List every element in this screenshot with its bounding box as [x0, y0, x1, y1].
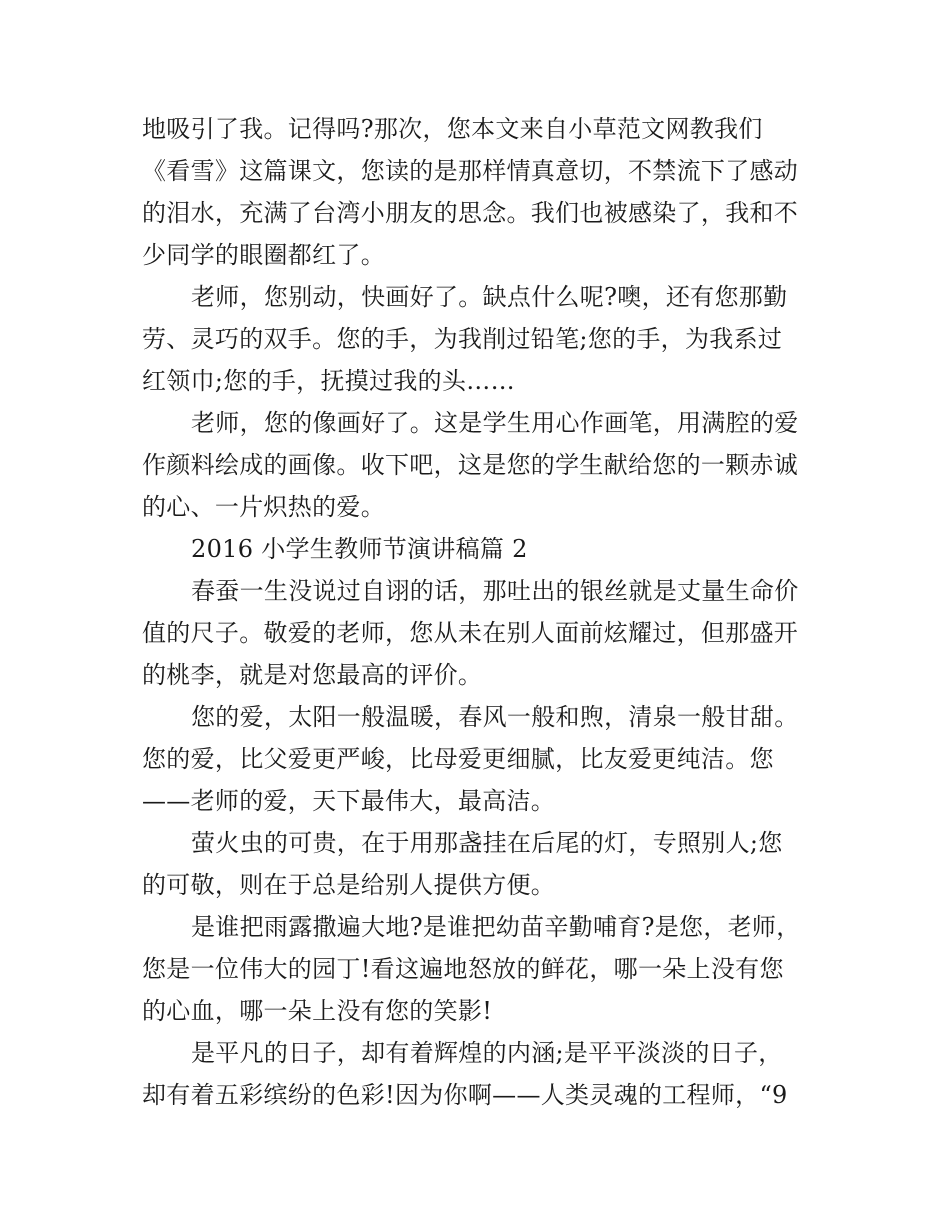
text-line: 的心、一片炽热的爱。: [142, 493, 385, 521]
text-line: 春蚕一生没说过自诩的话，那吐出的银丝就是丈量生命价: [191, 577, 799, 605]
paragraph: [142, 1032, 822, 1116]
text-line: 作颜料绘成的画像。收下吧，这是您的学生献给您的一颗赤诚: [142, 451, 799, 479]
paragraph: [142, 696, 822, 822]
text-line: 的桃李，就是对您最高的评价。: [142, 661, 483, 689]
text-line: ——老师的爱，天下最伟大，最高洁。: [142, 787, 556, 815]
text-line: 的泪水，充满了台湾小朋友的思念。我们也被感染了，我和不: [142, 199, 799, 227]
text-line: 值的尺子。敬爱的老师，您从未在别人面前炫耀过，但那盛开: [142, 619, 799, 647]
paragraph: [142, 906, 822, 1032]
text-line: 2016 小学生教师节演讲稿篇 2: [191, 535, 528, 563]
paragraph: [142, 276, 822, 402]
text-line: 老师，您别动，快画好了。缺点什么呢?噢，还有您那勤: [191, 283, 788, 311]
text-line: 却有着五彩缤纷的色彩!因为你啊——人类灵魂的工程师，“9: [142, 1081, 788, 1109]
paragraph: [142, 108, 822, 276]
text-line: 萤火虫的可贵，在于用那盏挂在后尾的灯，专照别人;您: [191, 829, 783, 857]
text-line: 您是一位伟大的园丁!看这遍地怒放的鲜花，哪一朵上没有您: [142, 955, 784, 983]
text-line: 的心血，哪一朵上没有您的笑影!: [142, 997, 493, 1025]
text-line: 地吸引了我。记得吗?那次，您本文来自小草范文网教我们: [142, 115, 763, 143]
paragraph: [142, 528, 822, 570]
paragraph: [142, 570, 822, 696]
text-line: 是谁把雨露撒遍大地?是谁把幼苗辛勤哺育?是您，老师，: [191, 913, 801, 941]
text-line: 您的爱，太阳一般温暖，春风一般和煦，清泉一般甘甜。: [191, 703, 799, 731]
text-line: 老师，您的像画好了。这是学生用心作画笔，用满腔的爱: [191, 409, 799, 437]
text-line: 是平凡的日子，却有着辉煌的内涵;是平平淡淡的日子，: [191, 1039, 783, 1067]
document-body: [142, 108, 822, 1116]
text-line: 您的爱，比父爱更严峻，比母爱更细腻，比友爱更纯洁。您: [142, 745, 774, 773]
text-line: 劳、灵巧的双手。您的手，为我削过铅笔;您的手，为我系过: [142, 325, 783, 353]
paragraph: [142, 822, 822, 906]
text-line: 少同学的眼圈都红了。: [142, 241, 385, 269]
text-line: 红领巾;您的手，抚摸过我的头……: [142, 367, 515, 395]
text-line: 《看雪》这篇课文，您读的是那样情真意切，不禁流下了感动: [142, 157, 799, 185]
paragraph: [142, 402, 822, 528]
text-line: 的可敬，则在于总是给别人提供方便。: [142, 871, 556, 899]
